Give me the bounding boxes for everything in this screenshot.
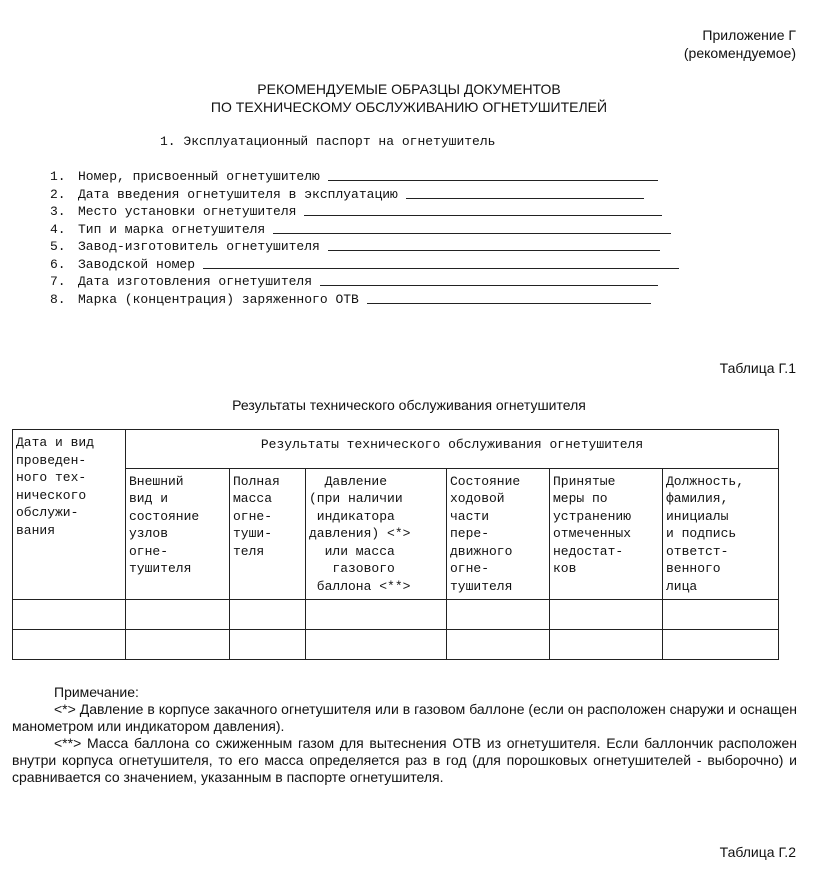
table-cell[interactable] <box>306 630 447 660</box>
table-subheader-row <box>13 468 779 600</box>
header-responsible-person: Должность, фамилия, инициалы и подпись ответст- венного лица <box>663 468 779 600</box>
table-cell[interactable] <box>126 600 230 630</box>
field-label: Марка (концентрация) заряженного ОТВ <box>78 291 359 307</box>
table-cell[interactable] <box>13 630 126 660</box>
table-cell[interactable] <box>550 600 663 630</box>
table-header-row <box>13 430 779 469</box>
table-label-g2: Таблица Г.2 <box>719 844 796 860</box>
table-cell[interactable] <box>550 630 663 660</box>
table-cell[interactable] <box>230 630 306 660</box>
header-appearance: Внешний вид и состояние узлов огне- тушителя <box>126 468 230 600</box>
notes <box>12 684 797 786</box>
passport-field: 8. Марка (концентрация) заряженного ОТВ <box>50 291 679 309</box>
table-cell[interactable] <box>230 600 306 630</box>
annex-subtitle: (рекомендуемое) <box>683 45 796 61</box>
annex-title: Приложение Г <box>702 27 796 43</box>
fill-line <box>406 186 644 199</box>
field-label: Дата введения огнетушителя в эксплуатацию <box>78 186 398 202</box>
note-cylinder-mass: <**> Масса баллона со сжиженным газом для вытеснения ОТВ из огнетушителя. Если баллончик расположен внутри корпуса огнетушителя, то его масса определяется раз в год (для порошковых огнетушителей - выборочно) и сравнивается со значением, указанным в паспорте огнетушителя. <box>12 735 797 785</box>
table-row <box>13 630 779 660</box>
passport-field: 6. Заводской номер <box>50 256 679 274</box>
header-full-mass: Полная масса огне- туши- теля <box>230 468 306 600</box>
table-row <box>13 600 779 630</box>
table-cell[interactable] <box>663 600 779 630</box>
passport-field: 3. Место установки огнетушителя <box>50 203 679 221</box>
document-title <box>0 80 818 116</box>
document-title-line2: ПО ТЕХНИЧЕСКОМУ ОБСЛУЖИВАНИЮ ОГНЕТУШИТЕЛЕЙ <box>210 99 608 115</box>
passport-fields <box>50 168 679 308</box>
annex-header <box>684 26 796 62</box>
table-cell[interactable] <box>447 630 550 660</box>
field-label: Номер, присвоенный огнетушителю <box>78 169 320 184</box>
notes-title: Примечание: <box>54 684 139 700</box>
fill-line <box>203 256 679 269</box>
fill-line <box>304 203 662 216</box>
field-label: Заводской номер <box>78 256 196 272</box>
document-title-line1: РЕКОМЕНДУЕМЫЕ ОБРАЗЦЫ ДОКУМЕНТОВ <box>257 81 561 97</box>
table-cell[interactable] <box>663 630 779 660</box>
header-pressure-mass: Давление (при наличии индикатора давления) <*> или масса газового баллона <**> <box>306 468 447 600</box>
field-label: Завод-изготовитель огнетушителя <box>78 239 320 254</box>
passport-field: 1. Номер, присвоенный огнетушителю <box>50 168 679 186</box>
fill-line <box>328 238 660 251</box>
field-label: Дата изготовления огнетушителя <box>78 274 313 289</box>
header-measures-taken: Принятые меры по устранению отмеченных недостат- ков <box>550 468 663 600</box>
header-chassis-state: Состояние ходовой части пере- движного огне- тушителя <box>447 468 550 600</box>
passport-field: 7. Дата изготовления огнетушителя <box>50 273 679 291</box>
fill-line <box>273 221 671 234</box>
header-group-results: Результаты технического обслуживания огнетушителя <box>126 430 779 469</box>
table-label-g1: Таблица Г.1 <box>719 360 796 376</box>
table-cell[interactable] <box>13 600 126 630</box>
note-pressure: <*> Давление в корпусе закачного огнетушителя или в газовом баллоне (если он расположен снаружи и оснащен манометром или индикатором давления). <box>12 701 797 734</box>
passport-field: 2. Дата введения огнетушителя в эксплуатацию <box>50 186 679 204</box>
table-cell[interactable] <box>306 600 447 630</box>
fill-line <box>320 273 658 286</box>
maintenance-results-table <box>12 429 779 660</box>
passport-field: 5. Завод-изготовитель огнетушителя <box>50 238 679 256</box>
field-label: Тип и марка огнетушителя <box>78 221 266 237</box>
table-cell[interactable] <box>126 630 230 660</box>
table-cell[interactable] <box>447 600 550 630</box>
table-caption: Результаты технического обслуживания огнетушителя <box>232 397 586 413</box>
passport-field: 4. Тип и марка огнетушителя <box>50 221 679 239</box>
section-heading: 1. Эксплуатационный паспорт на огнетушитель <box>160 134 496 149</box>
fill-line <box>367 291 651 304</box>
field-label: Место установки огнетушителя <box>78 204 297 219</box>
fill-line <box>328 168 658 181</box>
header-date-type: Дата и вид проведен- ного тех- нического обслужи- вания <box>13 430 126 600</box>
